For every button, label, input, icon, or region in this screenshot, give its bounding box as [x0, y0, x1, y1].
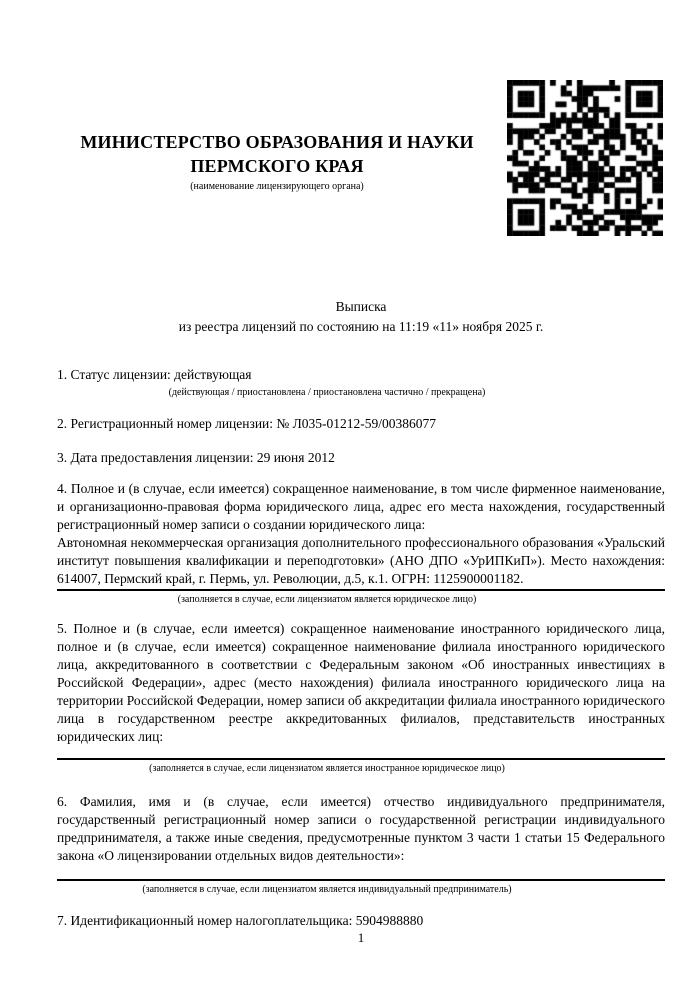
item-6-blank-field-rule: [57, 879, 665, 881]
item-4-value: Автономная некоммерческая организация дополнительного профессионального образования «Уральский институт повышения квалификации и переподготовки» (АНО ДПО «УрИПКиП»). Место нахождения: 614007, Пермский край, г. Пермь, ул. Революции, д.5, к.1. ОГРН: 1125900001182.: [57, 535, 665, 586]
title-line2: из реестра лицензий по состоянию на 11:19 «11» ноября 2025 г.: [178, 319, 544, 334]
item-6-entrepreneur-prompt: 6. Фамилия, имя и (в случае, если имеется) отчество индивидуального предпринимателя, государственный регистрационный номер записи о государственной регистрации индивидуального предпринимателя, а также иные сведения, предусмотренные пунктом 3 части 1 статьи 15 Федерального закона «О лицензировании отдельных видов деятельности»:: [57, 794, 665, 863]
item-4-caption: (заполняется в случае, если лицензиатом является юридическое лицо): [177, 594, 477, 605]
qr-code: [507, 80, 663, 236]
item-4-prompt: 4. Полное и (в случае, если имеется) сокращенное наименование, в том числе фирменное наименование, и организационно-правовая форма юридического лица, адрес его места нахождения, государственный регистрационный номер записи о создании юридического лица:: [57, 481, 665, 532]
item-5-blank-field-rule: [57, 758, 665, 760]
item-1-status: 1. Статус лицензии: действующая: [57, 367, 252, 382]
document-title: [57, 297, 665, 337]
item-6-caption: (заполняется в случае, если лицензиатом является индивидуальный предприниматель): [142, 884, 512, 895]
item-5-foreign-entity-prompt: 5. Полное и (в случае, если имеется) сокращенное наименование иностранного юридического лица, полное и (в случае, если имеется) сокращенное наименование филиала иностранного юридического лица, аккредитованного в соответствии с Федеральным законом «Об иностранных инвестициях в Российской Федерации», адрес (место нахождения) филиала иностранного юридического лица на территории Российской Федерации, номер записи об аккредитации филиала иностранного юридического лица в государственном реестре аккредитованных филиалов, представительств иностранных юридических лиц:: [57, 621, 665, 744]
item-2-registration-number: 2. Регистрационный номер лицензии: № Л035-01212-59/00386077: [57, 416, 437, 431]
page-number: 1: [357, 930, 365, 945]
item-4-legal-entity-block: [57, 480, 665, 591]
license-items: [57, 366, 665, 930]
item-1-caption: (действующая / приостановлена / приостановлена частично / прекращена): [168, 387, 486, 398]
item-3-grant-date: 3. Дата предоставления лицензии: 29 июня 2012: [57, 450, 335, 465]
item-5-caption: (заполняется в случае, если лицензиатом является иностранное юридическое лицо): [149, 763, 505, 774]
title-line1: Выписка: [335, 299, 387, 314]
item-7-taxpayer-number: 7. Идентификационный номер налогоплательщика: 5904988880: [57, 913, 424, 928]
ministry-caption: (наименование лицензирующего органа): [190, 181, 364, 192]
ministry-name-line1: МИНИСТЕРСТВО ОБРАЗОВАНИЯ И НАУКИ: [80, 132, 474, 152]
ministry-name-line2: ПЕРМСКОГО КРАЯ: [190, 156, 364, 176]
ministry-header: [57, 130, 497, 194]
